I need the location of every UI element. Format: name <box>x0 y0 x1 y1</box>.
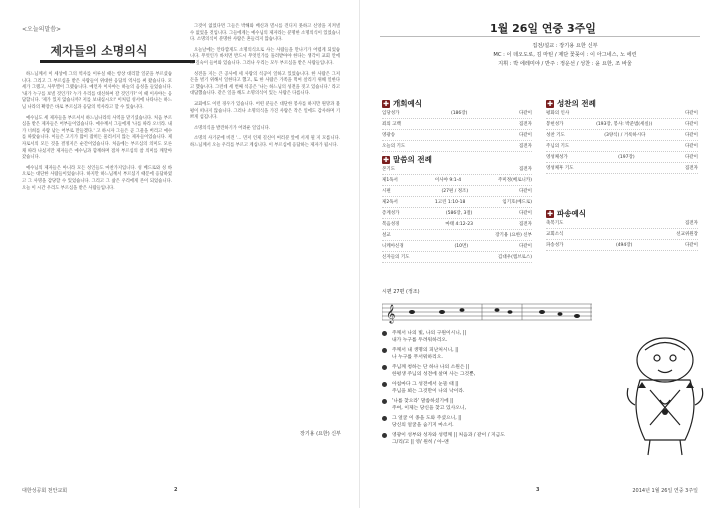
section-title: 개회예식 <box>393 99 422 108</box>
author-signature: 장기용 (요한) 신부 <box>300 431 341 437</box>
cross-icon: ✚ <box>547 99 553 108</box>
title-rule <box>380 36 700 37</box>
bullet-icon <box>382 433 387 438</box>
order-row: 본기도 집전자 <box>382 164 532 175</box>
order-row: 봉헌성가 (193장, 봉사: 박준범(세실)) 다같이 <box>546 119 698 130</box>
section-title: 말씀의 전례 <box>393 155 432 164</box>
illustration-artwork <box>620 330 710 460</box>
word-order-list <box>382 164 532 263</box>
response-item: 아침마다 그 성전에서 눈뜰 때 || 주님을 뵈는 그것만이 나의 낙이라. <box>382 381 612 395</box>
order-row: 파송성가 (494장) 다같이 <box>546 240 698 251</box>
order-row: 신자들의 기도 김대우(엠브로스) <box>382 252 532 263</box>
right-page <box>360 0 720 508</box>
paragraph: 예수님의 제자들은 아니라 모든 성인들도 마찬가지입니다. 성 베드로와 성 바오로는 대단한 사람들이었습니다. 하지만 하느님께서 부르셨기 때문에 응답하였고 그 사명을 감당할 수 있었습니다. 그리고 그 삶은 우리에게 본이 되었습니다. 오늘 이 시간 우리도 부르심을 받은 사람들입니다. <box>22 165 172 191</box>
order-row: 복음성경 마태 4:12-23 집전자 <box>382 219 532 230</box>
paragraph: 소명의식을 발견하기가 어려운 일입니다. <box>194 125 271 131</box>
footer-church: 대한성공회 천안교회 <box>22 488 68 494</box>
section-tag: <오늘의말씀> <box>22 26 62 33</box>
svg-text:𝄞: 𝄞 <box>386 304 396 323</box>
order-row: 입당성가 (186장) 다같이 <box>382 108 532 119</box>
bullet-icon <box>382 348 387 353</box>
response-item: '나를 찾으라' 말씀하셨기에 || 주여, 이제는 당신을 찾고 있사오니, <box>382 398 612 412</box>
order-row: 제2독서 1고린 1:10-18 임기호(베드로) <box>382 197 532 208</box>
response-item: 주께서 내 생명의 피난처시니, || 나 누구를 무서워하리오. <box>382 347 612 361</box>
psalm-title: 시편 27편 (정조) <box>382 289 420 295</box>
dismissal-order-list <box>546 218 698 251</box>
service-credits <box>420 42 710 69</box>
paragraph: 소명의 사기꾼에 비견 '... 먼저 언제 길신이 여러분 앞에 서게 될 지 모릅니다. 하느님께서 오늘 우리를 부르고 계십니다. 이 부르심에 응답하는 제자가 됩시다. <box>190 136 340 148</box>
psalm-responses <box>382 330 612 449</box>
credit-line: MC : 이 데오도로, 김 마틴 / 제단 꽃꽂이 : 이 아그네스, 노 에린 <box>493 52 637 58</box>
order-row: 시편 (27편 / 정조) 다같이 <box>382 186 532 197</box>
bullet-icon <box>382 331 387 336</box>
order-row: 니케아신경 (10면) 다같이 <box>382 241 532 252</box>
response-item: 주님께 청하는 단 하나 나의 소원은 || 한평생 주님의 성전에 살며 사는 그것뿐, <box>382 364 612 378</box>
order-row: 교회소식 선교위원장 <box>546 229 698 240</box>
order-row: 오늘의 기도 집전자 <box>382 141 532 152</box>
paragraph: 교회에도 이런 경우가 있습니다. 어떤 분들은 대단한 봉사를 하지만 원망과 불평이 떠나지 않습니다. 그러나 소명의식을 가진 사람은 작은 일에도 감사하며 기쁘게 섬깁니다. <box>190 101 340 121</box>
bullet-icon <box>382 382 387 387</box>
order-row: 영성체후 기도 집전자 <box>546 163 698 174</box>
order-row: 축복기도 집전자 <box>546 218 698 229</box>
credit-line: 집전/설교 : 장기용 요한 신부 <box>532 43 598 49</box>
paragraph: 성전을 지는 큰 공사에 세 사람의 석공이 일하고 있었습니다. 한 사람은 그저 돈을 벌기 위해서 일한다고 했고, 또 한 사람은 가족을 먹여 살리기 위해 일한다고 했습니다. 그런데 세 번째 석공은 '나는 하느님의 성전을 짓고 있습니다.' 라고 대답했습니다. 같은 일을 해도 소명의식이 있는 사람은 다릅니다. <box>190 71 340 97</box>
order-row: 설교 장기용 (요한) 신부 <box>382 230 532 241</box>
order-row: 성찬 기도 (3양식) / 거룩하시다 다같이 <box>546 130 698 141</box>
cross-icon: ✚ <box>383 99 389 108</box>
page-number: 3 <box>536 487 540 493</box>
paragraph: 하느님께서 이 세상에 그의 역사를 이루실 때는 항상 대리할 일꾼을 부르셨습니다. 그리고 그 부르심을 받은 사람들이 위대한 응답의 역사를 써 왔습니다. 모세가 그랬고, 사무엘이 그랬습니다. 예언자 이사야는 하늘의 음성을 들었습니다. '내가 누구를 보낼 것인가? 누가 우리를 대신하여 갈 것인가?' 이 때 이사야는 응답합니다. '제가 있지 않습니까? 저를 보내십시오!' 이처럼 성서에 나타나는 하느님 나라의 확장은 바로 부르심과 응답의 역사라고 할 수 있습니다. <box>22 72 172 110</box>
essay-column-2 <box>190 24 340 154</box>
bullet-icon <box>382 399 387 404</box>
section-title: 파송예식 <box>557 209 586 218</box>
response-item: 그 얼굴 이 종을 도와 주셨으니, || 당신의 얼굴을 숨기지 마소서. <box>382 415 612 429</box>
order-row: 층계성가 (586장, 3절) 다같이 <box>382 208 532 219</box>
cross-icon: ✚ <box>383 155 389 164</box>
response-item: 주께서 나의 빛, 나의 구원이시니, || 내가 누구를 두려워하리오. <box>382 330 612 344</box>
service-title: 1월 26일 연중 3주일 <box>490 22 596 35</box>
cross-icon: ✚ <box>547 209 553 218</box>
order-row: 평화의 인사 다같이 <box>546 108 698 119</box>
order-row: 제1독서 이사야 9:1-4 주미정(베로니카) <box>382 175 532 186</box>
order-row: 영광송 다같이 <box>382 130 532 141</box>
paragraph: 오늘날에는 안타깝게도 소명의식으로 사는 사람들을 만나기가 어렵게 되었습니다. 무엇인가 바치면 반드시 무엇인가를 돌려받아야 한다는 생각이 교회 안에도 깊숙이 들어와 있습니다. 그러나 우리는 모두 부르심을 받은 사람들입니다. <box>190 47 340 66</box>
bullet-icon <box>382 365 387 370</box>
bullet-icon <box>382 416 387 421</box>
order-row: 죄의 고백 집전자 <box>382 119 532 130</box>
response-item: 영광이 성부와 성자와 성령께 || 처음과 / 같이 / 지금도 그/리/고 || 영/ 원히 / 아–멘 <box>382 432 612 446</box>
essay-title: 제자들의 소명의식 <box>50 44 148 58</box>
section-title: 성찬의 전례 <box>557 99 596 108</box>
order-row: 주님의 기도 다같이 <box>546 141 698 152</box>
paragraph: 예수님도 세 제자들을 부르셔서 하느님나라의 사역을 맡기셨습니다. 처음 부르심을 받은 제자들은 어부들이었습니다. 예수께서 그들에게 '나를 따라 오너라. 내가 너희를 사람 낚는 어부로 만들겠다.' 고 하시자 그들은 곧 그물을 버리고 예수를 따랐습니다. 이들은 고기가 많이 잡히든 물러서지 않는 제자들이었습니다. 제자로서의 모든 것을 결정지은 순간이었습니다. 처음에는 부르심의 의미도 모른 채 따라 나섰지만 제자들은 예수님과 함께하며 점차 부르심의 참 의미를 깨달아 갔습니다. <box>22 115 172 161</box>
footer-date: 2014년 1월 26일 연중 3주일 <box>632 488 698 494</box>
eucharist-order-list <box>546 108 698 174</box>
order-row: 영성체성가 (197장) 다같이 <box>546 152 698 163</box>
gathering-order-list <box>382 108 532 152</box>
page-number: 2 <box>174 487 178 493</box>
music-staff <box>382 300 592 324</box>
title-rule <box>40 60 195 63</box>
credit-line: 지휘 : 박 에레미야 / 반주 : 정운선 / 성찬 : 윤 요한, 조 바울 <box>498 61 632 67</box>
essay-column-1 <box>22 72 172 196</box>
paragraph: 그것이 없었다면 그들은 박해와 배신과 멸시를 견디지 못하고 신앙을 지켜낼 수 없었을 것입니다. 그들에게는 예수님의 제자라는 분명한 소명의식이 있었습니다. 소명의식이 분명한 사람은 흔들리지 않습니다. <box>190 24 340 43</box>
